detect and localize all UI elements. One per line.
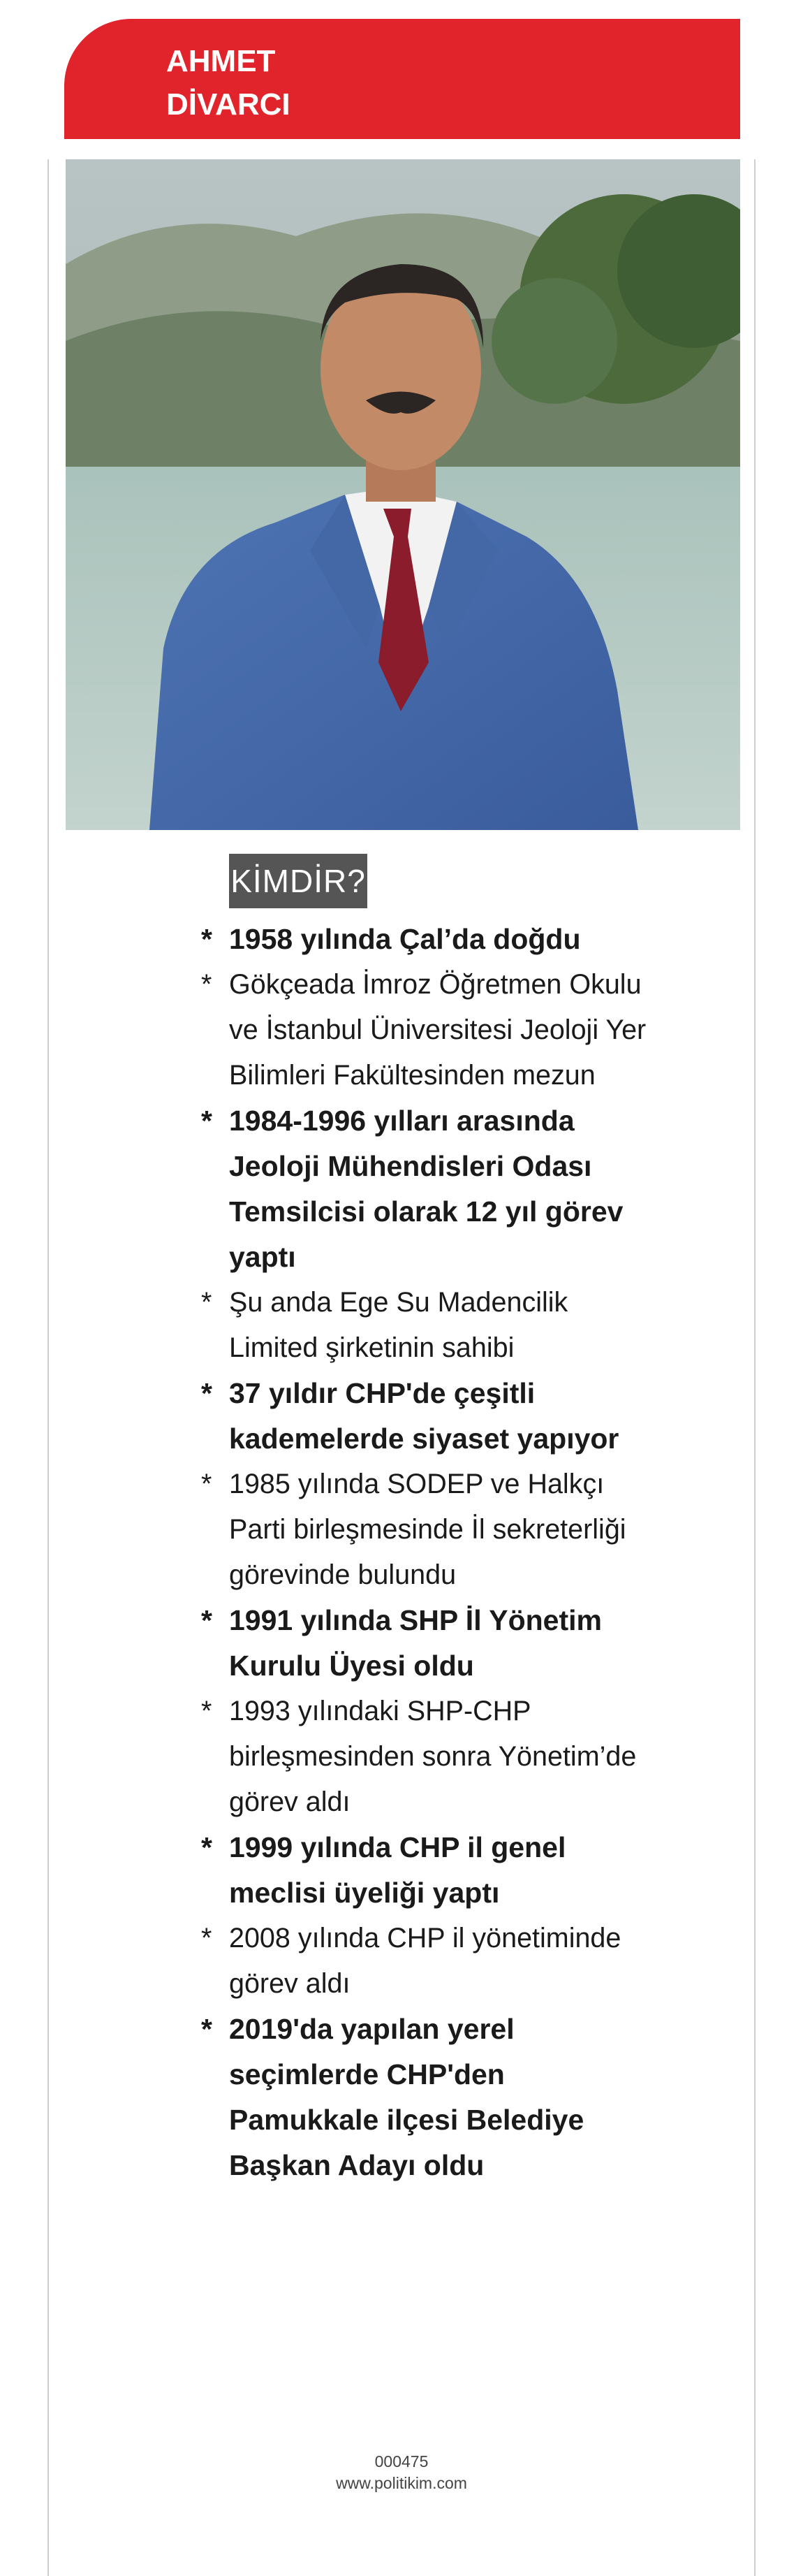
bio-item-text: 2008 yılında CHP il yönetiminde görev aldı	[229, 1923, 621, 1999]
last-name: DİVARCI	[166, 87, 290, 122]
bio-item-text: 1984-1996 yılları arasında Jeoloji Mühendisleri Odası Temsilcisi olarak 12 yıl görev yaptı	[229, 1105, 624, 1273]
footer	[0, 2451, 803, 2494]
document-code: 000475	[374, 2452, 429, 2471]
bio-item	[201, 917, 662, 962]
first-name: AHMET	[166, 44, 276, 78]
left-border-line	[47, 159, 49, 2576]
bullet-star: *	[201, 969, 212, 1000]
bio-item-text: 1999 yılında CHP il genel meclisi üyeliği yaptı	[229, 1831, 566, 1909]
bio-item	[201, 1371, 662, 1462]
bio-item-text: Şu anda Ege Su Madencilik Limited şirketinin sahibi	[229, 1287, 568, 1363]
bio-item-text: 37 yıldır CHP'de çeşitli kademelerde siyaset yapıyor	[229, 1377, 619, 1455]
bullet-star: *	[201, 923, 212, 955]
bio-item-text: 1958 yılında Çal’da doğdu	[229, 923, 581, 955]
bullet-star: *	[201, 1831, 212, 1863]
bio-item	[201, 1098, 662, 1280]
bullet-star: *	[201, 1696, 212, 1726]
portrait-photo	[66, 159, 740, 830]
bio-item	[201, 1462, 662, 1598]
bio-item	[201, 1825, 662, 1916]
section-title-kimdir: KİMDİR?	[229, 854, 367, 908]
person-name	[166, 40, 290, 126]
bio-item	[201, 1280, 662, 1371]
bio-item	[201, 1598, 662, 1689]
bullet-star: *	[201, 1105, 212, 1137]
bullet-star: *	[201, 1604, 212, 1636]
bio-item-text: Gökçeada İmroz Öğretmen Okulu ve İstanbul Üniversitesi Jeoloji Yer Bilimleri Fakültesinden mezun	[229, 969, 647, 1091]
bio-item-text: 1993 yılındaki SHP-CHP birleşmesinden sonra Yönetim’de görev aldı	[229, 1696, 637, 1817]
bio-item	[201, 1916, 662, 2007]
bio-item-text: 2019'da yapılan yerel seçimlerde CHP'den Pamukkale ilçesi Belediye Başkan Adayı oldu	[229, 2013, 584, 2181]
website-url: www.politikim.com	[336, 2474, 467, 2492]
bio-item-text: 1991 yılında SHP İl Yönetim Kurulu Üyesi oldu	[229, 1604, 602, 1682]
bio-item	[201, 1689, 662, 1825]
bullet-star: *	[201, 1377, 212, 1409]
biography-list	[201, 917, 662, 2188]
name-banner	[64, 19, 740, 139]
bullet-star: *	[201, 1469, 212, 1499]
bio-item	[201, 2007, 662, 2188]
bullet-star: *	[201, 1287, 212, 1318]
bullet-star: *	[201, 2013, 212, 2045]
bio-item-text: 1985 yılında SODEP ve Halkçı Parti birleşmesinde İl sekreterliği görevinde bulundu	[229, 1469, 626, 1590]
bio-item	[201, 962, 662, 1098]
bullet-star: *	[201, 1923, 212, 1953]
right-border-line	[754, 159, 756, 2576]
